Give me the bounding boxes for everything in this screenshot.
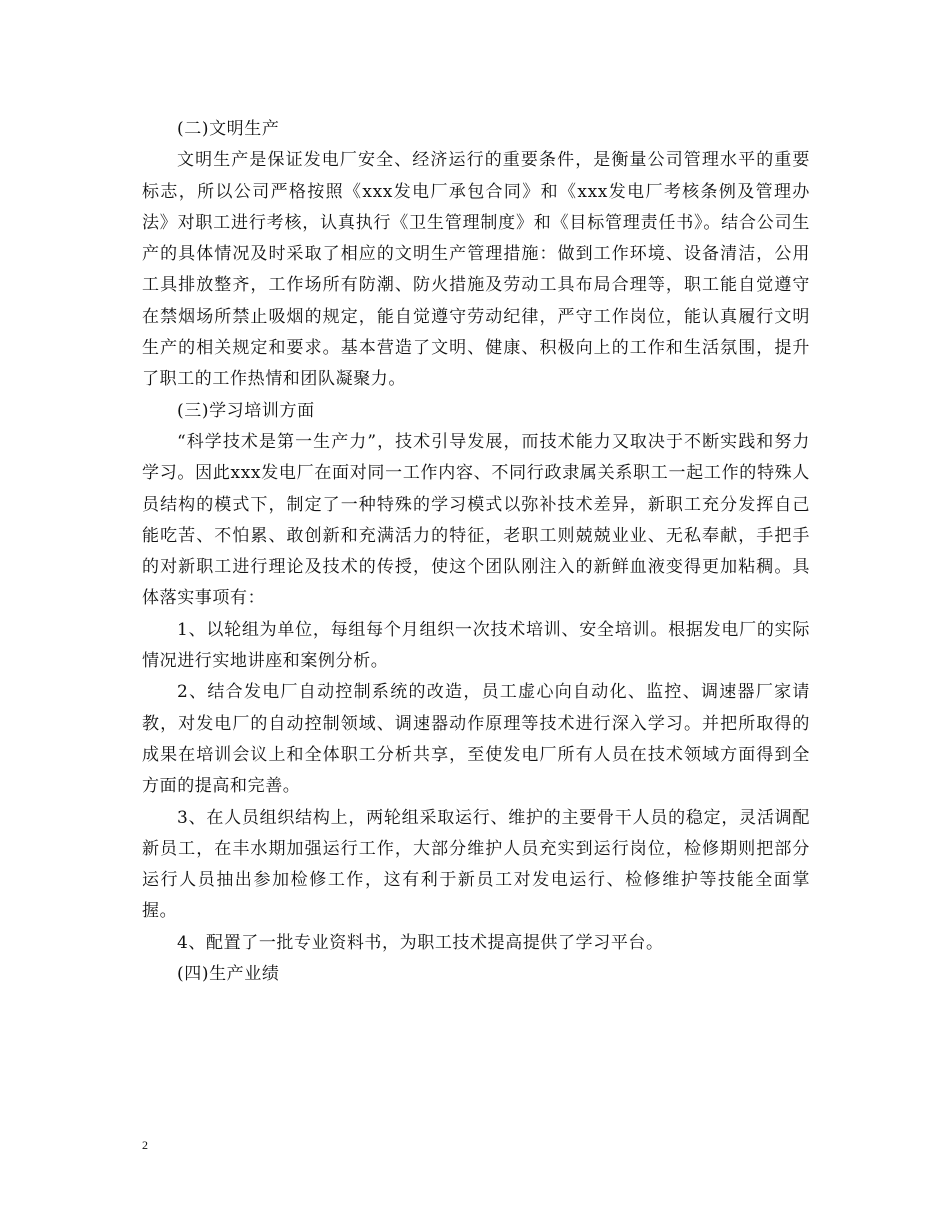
list-item-training-3: 3、在人员组织结构上，两轮组采取运行、维护的主要骨干人员的稳定，灵活调配新员工，在丰水期加强运行工作，大部分维护人员充实到运行岗位，检修期则把部分运行人员抽出参加检修工作，这有利于新员工对发电运行、检修维护等技能全面掌握。 [142,807,810,922]
list-item-training-2: 2、结合发电厂自动控制系统的改造，员工虚心向自动化、监控、调速器厂家请教，对发电厂的自动控制领域、调速器动作原理等技术进行深入学习。并把所取得的成果在培训会议上和全体职工分析共享，至使发电厂所有人员在技术领域方面得到全方面的提高和完善。 [142,682,810,797]
list-item-training-1: 1、以轮组为单位，每组每个月组织一次技术培训、安全培训。根据发电厂的实际情况进行实地讲座和案例分析。 [142,619,810,672]
document-body [142,114,810,990]
section-heading-training: (三)学习培训方面 [177,400,315,421]
list-item-training-4: 4、配置了一批专业资料书，为职工技术提高提供了学习平台。 [177,932,664,953]
section-heading-civilized-production: (二)文明生产 [177,119,280,139]
paragraph-training-intro: “科学技术是第一生产力”，技术引导发展，而技术能力又取决于不断实践和努力学习。因此xxx发电厂在面对同一工作内容、不同行政隶属关系职工一起工作的特殊人员结构的模式下，制定了一种特殊的学习模式以弥补技术差异，新职工充分发挥自己能吃苦、不怕累、敢创新和充满活力的特征，老职工则兢兢业业、无私奉献，手把手的对新职工进行理论及技术的传授，使这个团队刚注入的新鲜血液变得更加粘稠。具体落实事项有： [142,431,810,609]
page-number: 2 [142,1138,148,1152]
paragraph-civilized-production: 文明生产是保证发电厂安全、经济运行的重要条件，是衡量公司管理水平的重要标志，所以公司严格按照《xxx发电厂承包合同》和《xxx发电厂考核条例及管理办法》对职工进行考核，认真执行《卫生管理制度》和《目标管理责任书》。结合公司生产的具体情况及时采取了相应的文明生产管理措施：做到工作环境、设备清洁，公用工具排放整齐，工作场所有防潮、防火措施及劳动工具布局合理等，职工能自觉遵守在禁烟场所禁止吸烟的规定，能自觉遵守劳动纪律，严守工作岗位，能认真履行文明生产的相关规定和要求。基本营造了文明、健康、积极向上的工作和生活氛围，提升了职工的工作热情和团队凝聚力。 [142,150,810,390]
section-heading-production-performance: (四)生产业绩 [177,964,280,985]
